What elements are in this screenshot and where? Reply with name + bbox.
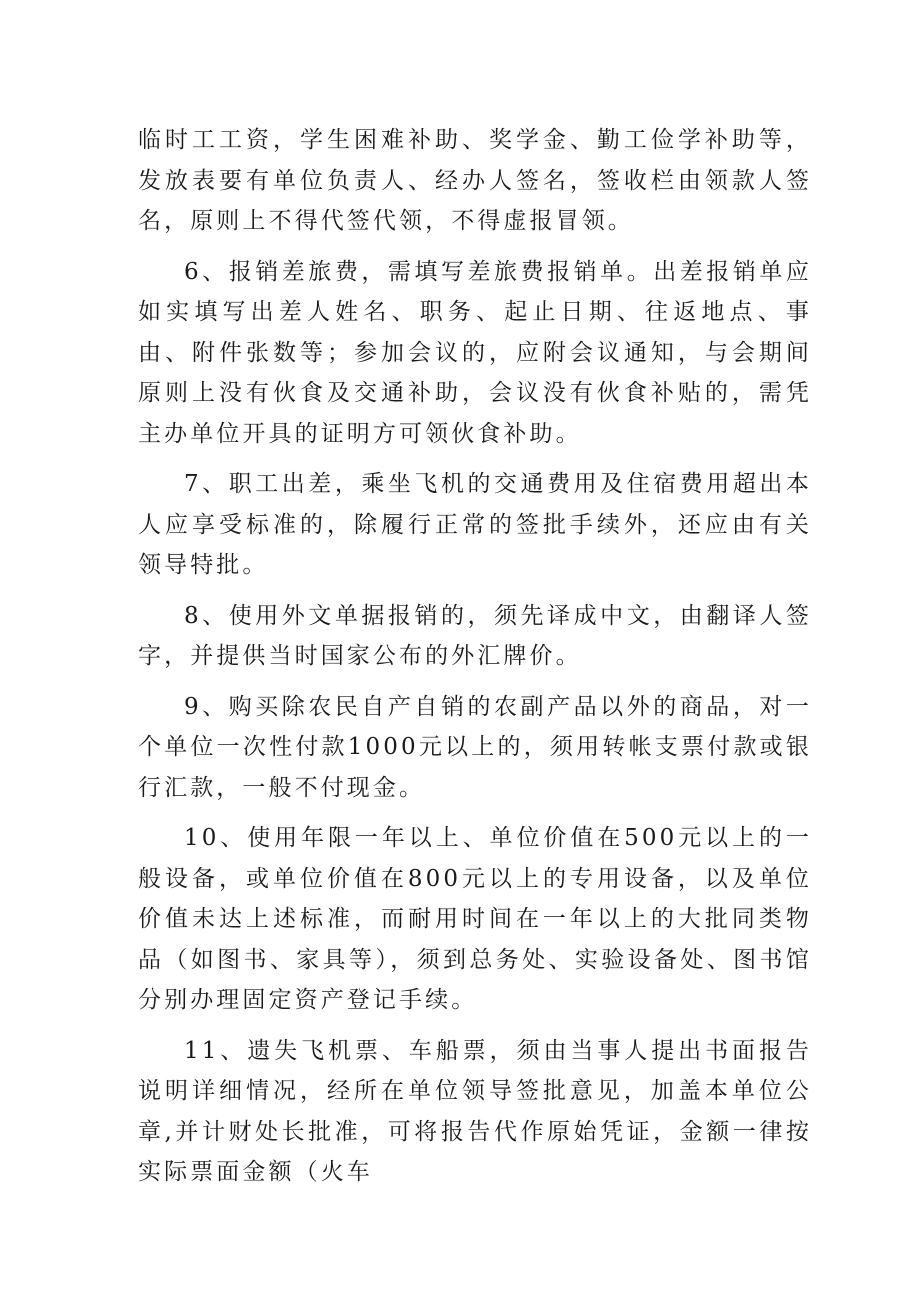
paragraph-item-6: 6、报销差旅费，需填写差旅费报销单。出差报销单应如实填写出差人姓名、职务、起止日期、往返地点、事由、附件张数等；参加会议的，应附会议通知，与会期间原则上没有伙食及交通补助，会议没有伙食补贴的，需凭主办单位开具的证明方可领伙食补助。 (138, 258, 812, 447)
paragraph-item-11: 11、遗失飞机票、车船票，须由当事人提出书面报告说明详细情况，经所在单位领导签批意见，加盖本单位公章,并计财处长批准，可将报告代作原始凭证，金额一律按实际票面金额（火车 (138, 1037, 812, 1185)
paragraph-continuation: 临时工工资，学生困难补助、奖学金、勤工俭学补助等，发放表要有单位负责人、经办人签名，签收栏由领款人签名，原则上不得代签代领，不得虚报冒领。 (138, 127, 812, 234)
paragraph-item-10: 10、使用年限一年以上、单位价值在500元以上的一般设备，或单位价值在800元以上的专用设备，以及单位价值未达上述标准，而耐用时间在一年以上的大批同类物品（如图书、家具等），须到总务处、实验设备处、图书馆分别办理固定资产登记手续。 (138, 825, 812, 1013)
paragraph-item-9: 9、购买除农民自产自销的农副产品以外的商品，对一个单位一次性付款1000元以上的，须用转帐支票付款或银行汇款，一般不付现金。 (138, 693, 812, 801)
paragraph-item-8: 8、使用外文单据报销的，须先译成中文，由翻译人签字，并提供当时国家公布的外汇牌价。 (138, 602, 812, 669)
paragraph-item-7: 7、职工出差，乘坐飞机的交通费用及住宿费用超出本人应享受标准的，除履行正常的签批手续外，还应由有关领导特批。 (138, 471, 812, 578)
